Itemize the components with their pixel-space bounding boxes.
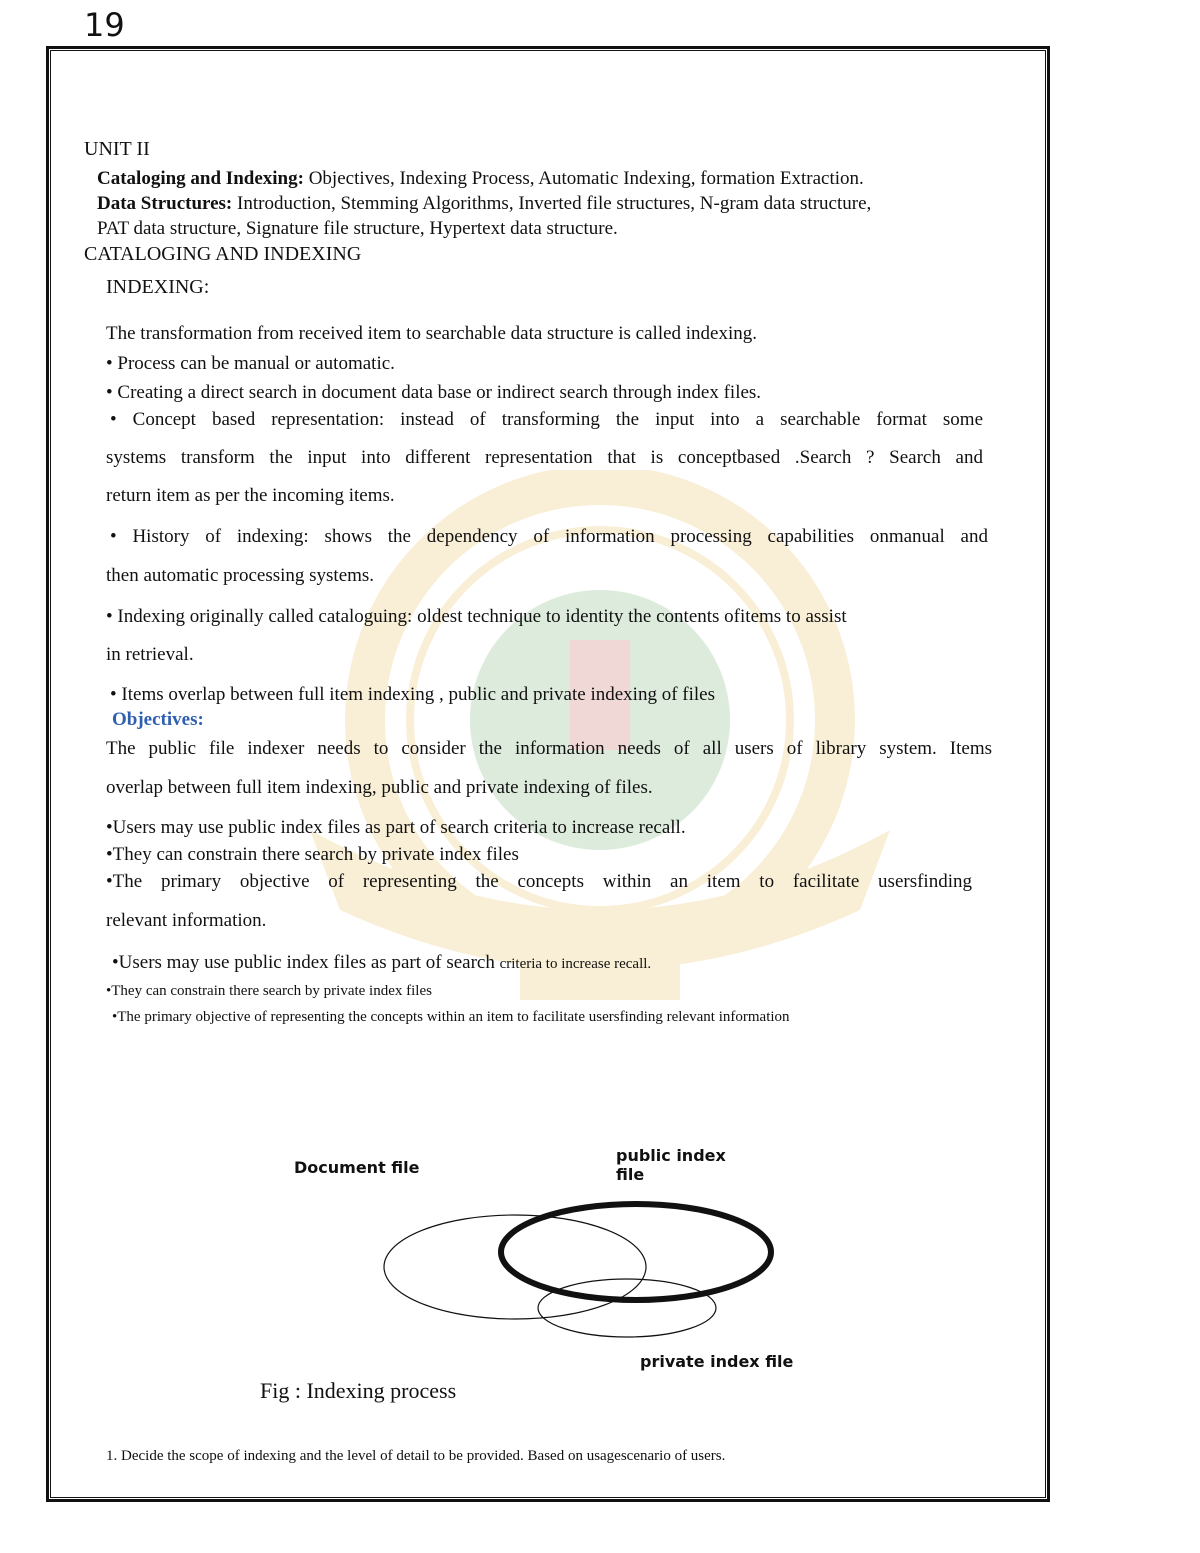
public-index-label-1: public index [616,1146,726,1165]
objective-primary-cont: relevant information. [106,910,267,931]
private-index-label: private index file [640,1352,794,1371]
objective-primary: •The primary objective of representing the concepts within an item to facilitate usersfinding [106,871,972,892]
syllabus-topic-cataloging: Cataloging and Indexing: [97,168,304,189]
objectives-heading: Objectives: [112,709,204,730]
repeat-recall-line [112,952,651,975]
public-index-ellipse [501,1204,771,1300]
figure-caption: Fig : Indexing process [260,1378,457,1403]
bullet-history-cont: then automatic processing systems. [106,565,375,586]
repeat-primary-line: •The primary objective of representing the concepts within an item to facilitate usersfinding relevant information [112,1009,790,1025]
bullet-cataloguing-cont: in retrieval. [106,644,194,665]
page-number: 19 [84,6,125,44]
bullet-direct-search: • Creating a direct search in document data base or indirect search through index files. [106,382,762,403]
syllabus-topics-2: Introduction, Stemming Algorithms, Inverted file structures, N-gram data structure, [232,193,872,214]
syllabus-line-1 [97,168,864,190]
syllabus-line-3: PAT data structure, Signature file structure, Hypertext data structure. [97,218,618,239]
private-index-ellipse [538,1279,716,1337]
bullet-manual-automatic: • Process can be manual or automatic. [106,353,395,374]
bullet-concept-based-cont: systems transform the input into different representation that is conceptbased .Search ? Search and [106,447,983,468]
syllabus-topic-data-structures: Data Structures: [97,193,233,214]
bullet-items-overlap: • Items overlap between full item indexing , public and private indexing of files [110,684,715,705]
objective-constrain: •They can constrain there search by private index files [106,844,519,865]
indexing-step-1: 1. Decide the scope of indexing and the level of detail to be provided. Based on usagescenario of users. [106,1448,726,1464]
repeat-recall-part-a: •Users may use public index files as part of search [112,952,500,973]
objective-recall: •Users may use public index files as part of search criteria to increase recall. [106,817,686,838]
unit-heading: UNIT II [84,138,150,160]
syllabus-topics-1: Objectives, Indexing Process, Automatic Indexing, formation Extraction. [303,168,864,189]
bullet-history: • History of indexing: shows the dependency of information processing capabilities onmanual and [110,526,988,547]
syllabus-line-2 [97,193,871,215]
repeat-recall-part-b: criteria to increase recall. [499,956,652,972]
indexing-definition: The transformation from received item to searchable data structure is called indexing. [106,323,758,344]
public-index-label-2: file [616,1165,645,1184]
section-title: CATALOGING AND INDEXING [84,243,362,265]
bullet-concept-based: • Concept based representation: instead of transforming the input into a searchable format some [110,409,983,430]
subsection-title: INDEXING: [106,276,210,298]
bullet-concept-based-end: return item as per the incoming items. [106,485,395,506]
repeat-constrain-line: •They can constrain there search by private index files [106,983,432,999]
objectives-intro: The public file indexer needs to consider the information needs of all users of library system. Items [106,738,992,759]
objectives-intro-cont: overlap between full item indexing, public and private indexing of files. [106,777,653,798]
document-file-label: Document file [294,1158,420,1177]
bullet-cataloguing: • Indexing originally called cataloguing: oldest technique to identity the contents ofitems to assist [106,606,847,627]
indexing-venn-diagram [370,1195,790,1355]
